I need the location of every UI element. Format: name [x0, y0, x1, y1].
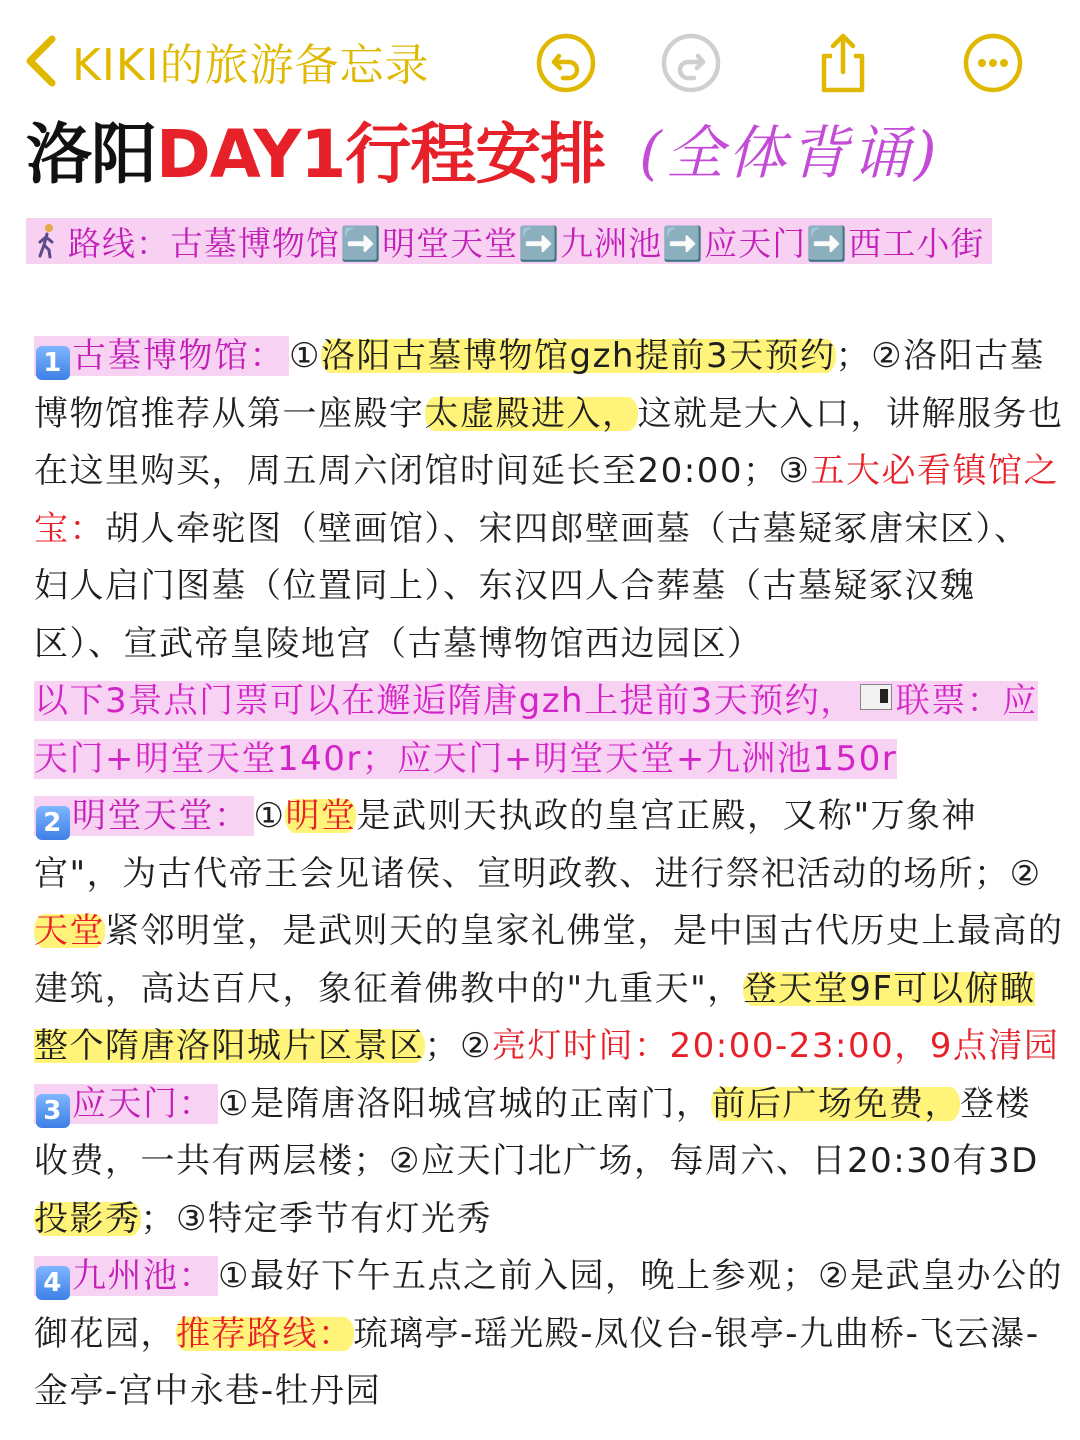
section-title: 古墓博物馆： [72, 336, 285, 376]
highlight-text: 推荐路线： [176, 1313, 354, 1354]
ticket-icon [860, 684, 892, 710]
page-title [26, 108, 941, 193]
text: 这就是大入口，讲解服务也在这里购买，周五周六闭馆时间延长至20:00；③ [34, 393, 1064, 491]
text: 联票：应天门+明堂天堂140r；应天门+明堂天堂+九洲池150r [34, 681, 1038, 779]
red-emphasis-text: 天堂 [34, 911, 105, 951]
section-title: 明堂天堂： [72, 796, 250, 836]
text: 以下3景点门票可以在邂逅隋唐gzh上提前3天预约， [34, 681, 856, 721]
text: ①是隋唐洛阳城宫城的正南门， [218, 1083, 712, 1124]
text: 是武则天执政的皇宫正殿，又称"万象神宫"，为古代帝王会见诸侯、宣明政教、进行祭祀活动的场所；② [34, 796, 1042, 894]
section-heading [34, 1256, 218, 1296]
ticket-note-text [34, 681, 1038, 779]
walking-person-icon [32, 223, 62, 259]
more-icon[interactable] [962, 32, 1024, 94]
number-2-icon: 2 [36, 806, 70, 840]
section-ancient-tomb-museum [34, 328, 1064, 673]
red-emphasis-text: 亮灯时间：20:00-23:00，9点清园 [491, 1026, 1060, 1066]
red-emphasis-text: 明堂 [285, 796, 357, 836]
highlight-text: 登天堂9F可以俯瞰整个隋唐洛阳城片区景区 [34, 968, 1036, 1066]
section-heading [34, 796, 254, 836]
text: 紧邻明堂，是武则天的皇家礼佛堂，是中国古代历史上最高的建筑，高达百尺，象征着佛教中的"九重天"， [34, 911, 1064, 1009]
back-button[interactable] [20, 28, 430, 94]
section-heading [34, 336, 289, 376]
section-heading [34, 1084, 218, 1124]
undo-icon[interactable] [535, 32, 597, 94]
text: ；② [424, 1026, 492, 1066]
text: ①最好下午五点之前入园，晚上参观；②是武皇办公的御花园， [34, 1256, 1063, 1354]
section-yingtian-gate [34, 1076, 1064, 1249]
text: 胡人牵驼图（壁画馆）、宋四郎壁画墓（古墓疑冢唐宋区）、妇人启门图墓（位置同上）、东汉四人合葬墓（古墓疑冢汉魏区）、宣武帝皇陵地宫（古墓博物馆西边园区） [34, 508, 1030, 664]
section-mingtang-tiantang [34, 788, 1064, 1076]
section-title: 九州池： [72, 1256, 214, 1296]
text: 琉璃亭-瑶光殿-凤仪台-银亭-九曲桥-飞云瀑-金亭-宫中永巷-牡丹园 [34, 1313, 1040, 1411]
itinerary-content [34, 328, 1064, 1421]
highlight-text: 太虚殿进入， [424, 393, 638, 434]
ticket-note [34, 673, 1064, 788]
text: ① [253, 796, 286, 836]
chevron-left-icon [20, 31, 60, 91]
title-handwritten-note: (全体背诵) [639, 119, 941, 187]
text: ；③特定季节有灯光秀 [140, 1198, 492, 1239]
highlight-text: 前后广场免费， [711, 1083, 960, 1124]
redo-icon[interactable] [660, 32, 722, 94]
text: ；②洛阳古墓博物馆推荐从第一座殿宇 [34, 336, 1046, 434]
highlight-text: 洛阳古墓博物馆gzh提前3天预约 [320, 336, 836, 376]
share-icon[interactable] [812, 32, 874, 94]
number-4-icon: 4 [36, 1266, 70, 1300]
number-3-icon: 3 [36, 1094, 70, 1128]
title-day: DAY1行程安排 [156, 115, 606, 193]
title-city: 洛阳 [26, 115, 156, 193]
text: ① [289, 336, 321, 376]
back-label: KIKI的旅游备忘录 [72, 40, 430, 91]
highlight-text: 投影秀 [34, 1198, 141, 1239]
red-emphasis-text: 五大必看镇馆之宝： [34, 451, 1059, 549]
number-1-icon: 1 [36, 346, 70, 380]
section-jiuzhou-pool [34, 1248, 1064, 1421]
section-title: 应天门： [72, 1083, 214, 1124]
text: 登楼收费，一共有两层楼；②应天门北广场，每周六、日20:30有3D [34, 1083, 1039, 1181]
route-text: 路线：古墓博物馆➡️明堂天堂➡️九洲池➡️应天门➡️西工小街 [68, 223, 985, 263]
route-banner [26, 218, 992, 264]
